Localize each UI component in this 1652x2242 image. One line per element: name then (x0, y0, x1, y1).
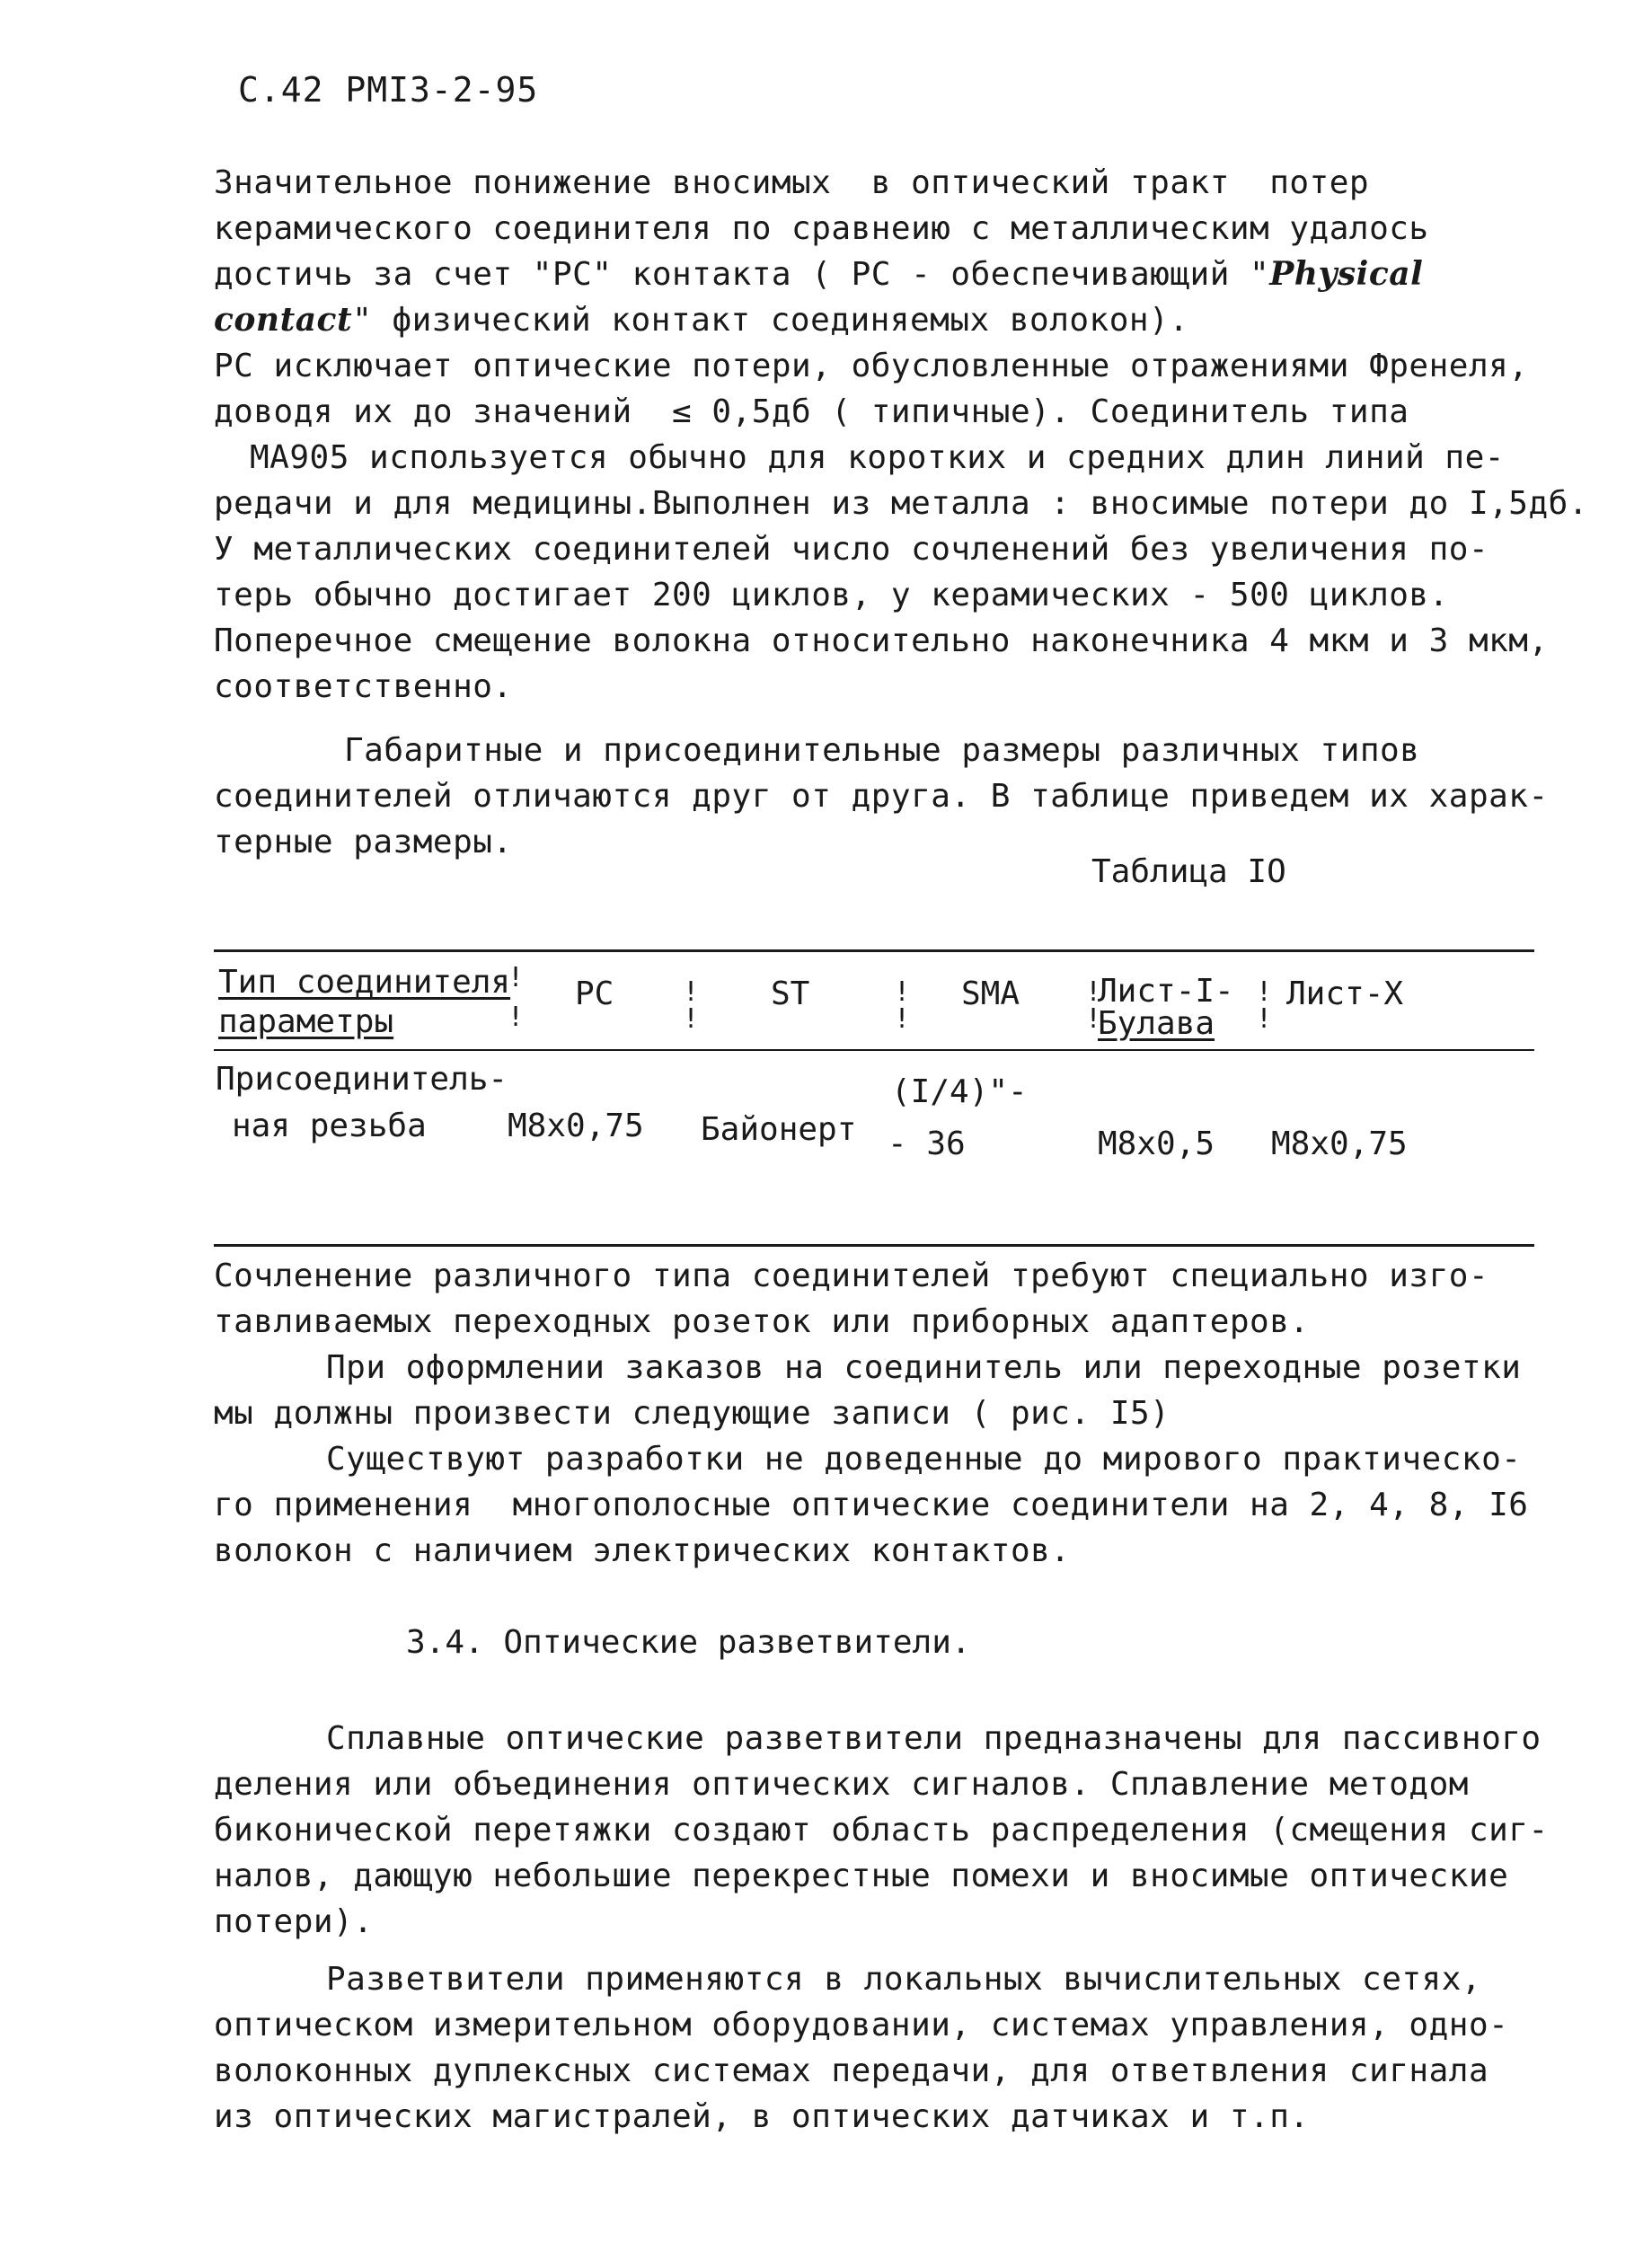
table-top-rule (214, 949, 1534, 952)
table-cell-listx: М8х0,75 (1271, 1125, 1408, 1162)
text-line: деления или объединения оптических сигналов. Сплавление методом (214, 1766, 1469, 1803)
table-header-listx: Лист-X (1286, 975, 1404, 1012)
text-line: доводя их до значений ≤ 0,5дб ( типичные). Соединитель типа (214, 393, 1409, 430)
text-fragment: " физический контакт соединяемых волокон). (352, 302, 1189, 339)
text-line: соответственно. (214, 668, 513, 705)
text-line: налов, дающую небольшие перекрестные помехи и вносимые оптические (214, 1858, 1509, 1894)
paragraph-connector-losses (214, 160, 1588, 710)
table-header-rule (214, 1049, 1534, 1051)
table-cell-sma: (I/4)"- (891, 1073, 1028, 1110)
table-header-list1: Лист-I- (1098, 973, 1234, 1010)
paragraph-applications (214, 1956, 1543, 2140)
paragraph-splitters (214, 1716, 1549, 1945)
text-line: терь обычно достигает 200 циклов, у керамических - 500 циклов. (214, 577, 1449, 613)
column-separator: ! (1256, 976, 1273, 1008)
table-caption: Таблица IO (1091, 853, 1286, 890)
text-line: мы должны произвести следующие записи ( рис. I5) (214, 1395, 1171, 1432)
table-header-bulava: Булава (1098, 1005, 1215, 1042)
paragraph-dimensions (214, 728, 1549, 865)
table-header-sma: SMA (961, 975, 1020, 1012)
text-line (214, 297, 1543, 343)
text-line: редачи и для медицины.Выполнен из металла : вносимые потери до I,5дб. (214, 485, 1588, 522)
table-cell-st: Байонерт (701, 1111, 857, 1148)
text-line: Сочленение различного типа соединителей требуют специально изго- (214, 1258, 1489, 1294)
text-line: волоконных дуплексных системах передачи, для ответвления сигнала (214, 2052, 1489, 2089)
italic-term: Physical (1269, 255, 1424, 293)
text-line: терные размеры. (214, 824, 513, 861)
paragraph-joining (214, 1253, 1543, 1574)
text-line: У металлических соединителей число сочленений без увеличения по- (214, 531, 1489, 568)
table-row-label: ная резьба (232, 1108, 427, 1144)
column-separator: ! (683, 1003, 700, 1035)
text-line: Сплавные оптические разветвители предназначены для пассивного (326, 1720, 1542, 1757)
column-separator: ! (683, 976, 700, 1008)
text-line: Габаритные и присоединительные размеры различных типов (344, 732, 1420, 769)
text-line: тавливаемых переходных розеток или приборных адаптеров. (214, 1303, 1310, 1340)
text-line: оптическом измерительном оборудовании, системах управления, одно- (214, 2007, 1509, 2043)
page-header: С.42 РМI3-2-95 (238, 70, 539, 110)
text-line: го применения многополосные оптические соединители на 2, 4, 8, I6 (214, 1487, 1529, 1523)
table-cell-list1: М8х0,5 (1098, 1125, 1215, 1162)
table-row-label: Присоединитель- (216, 1061, 508, 1098)
text-line: соединителей отличаются друг от друга. В таблице приведем их харак- (214, 778, 1549, 815)
text-line: биконической перетяжки создают область распределения (смещения сиг- (214, 1812, 1549, 1849)
text-line (214, 252, 1543, 297)
text-line: PC исключает оптические потери, обусловленные отражениями Френеля, (214, 348, 1529, 384)
text-line: Поперечное смещение волокна относительно наконечника 4 мкм и 3 мкм, (214, 622, 1549, 659)
table-header-pc: PC (575, 975, 614, 1012)
text-line: Существуют разработки не доведенные до мирового практическо- (326, 1441, 1522, 1478)
text-line: Значительное понижение вносимых в оптический тракт потер (214, 164, 1370, 201)
text-line: потери). (214, 1903, 374, 1940)
text-line: МА905 используется обычно для коротких и средних длин линий пе- (250, 439, 1505, 476)
text-line: волокон с наличием электрических контактов. (214, 1532, 1071, 1569)
text-line: керамического соединителя по сравнеию с металлическим удалось (214, 210, 1429, 247)
table-header-params: параметры (218, 1003, 394, 1040)
table-cell-pc: М8х0,75 (508, 1108, 644, 1144)
table-header-type: Тип соединителя (218, 964, 511, 1001)
column-separator: ! (1085, 976, 1102, 1008)
column-separator: ! (1085, 1003, 1102, 1035)
text-fragment: достичь за счет "PC" контакта ( PC - обеспечивающий " (214, 256, 1270, 293)
text-line: При оформлении заказов на соединитель или переходные розетки (326, 1349, 1522, 1386)
text-line: Разветвители применяются в локальных вычислительных сетях, (326, 1961, 1482, 1998)
table-bottom-rule (214, 1244, 1534, 1247)
italic-term: contact (214, 301, 353, 339)
column-separator: ! (894, 976, 911, 1008)
table-cell-sma: - 36 (888, 1125, 966, 1162)
column-separator: ! (508, 1002, 525, 1033)
column-separator: ! (894, 1003, 911, 1035)
table-header-st: ST (771, 975, 810, 1012)
text-line: из оптических магистралей, в оптических датчиках и т.п. (214, 2098, 1310, 2135)
column-separator: ! (1256, 1003, 1273, 1035)
column-separator: ! (508, 962, 525, 993)
section-heading: 3.4. Оптические разветвители. (406, 1624, 971, 1661)
